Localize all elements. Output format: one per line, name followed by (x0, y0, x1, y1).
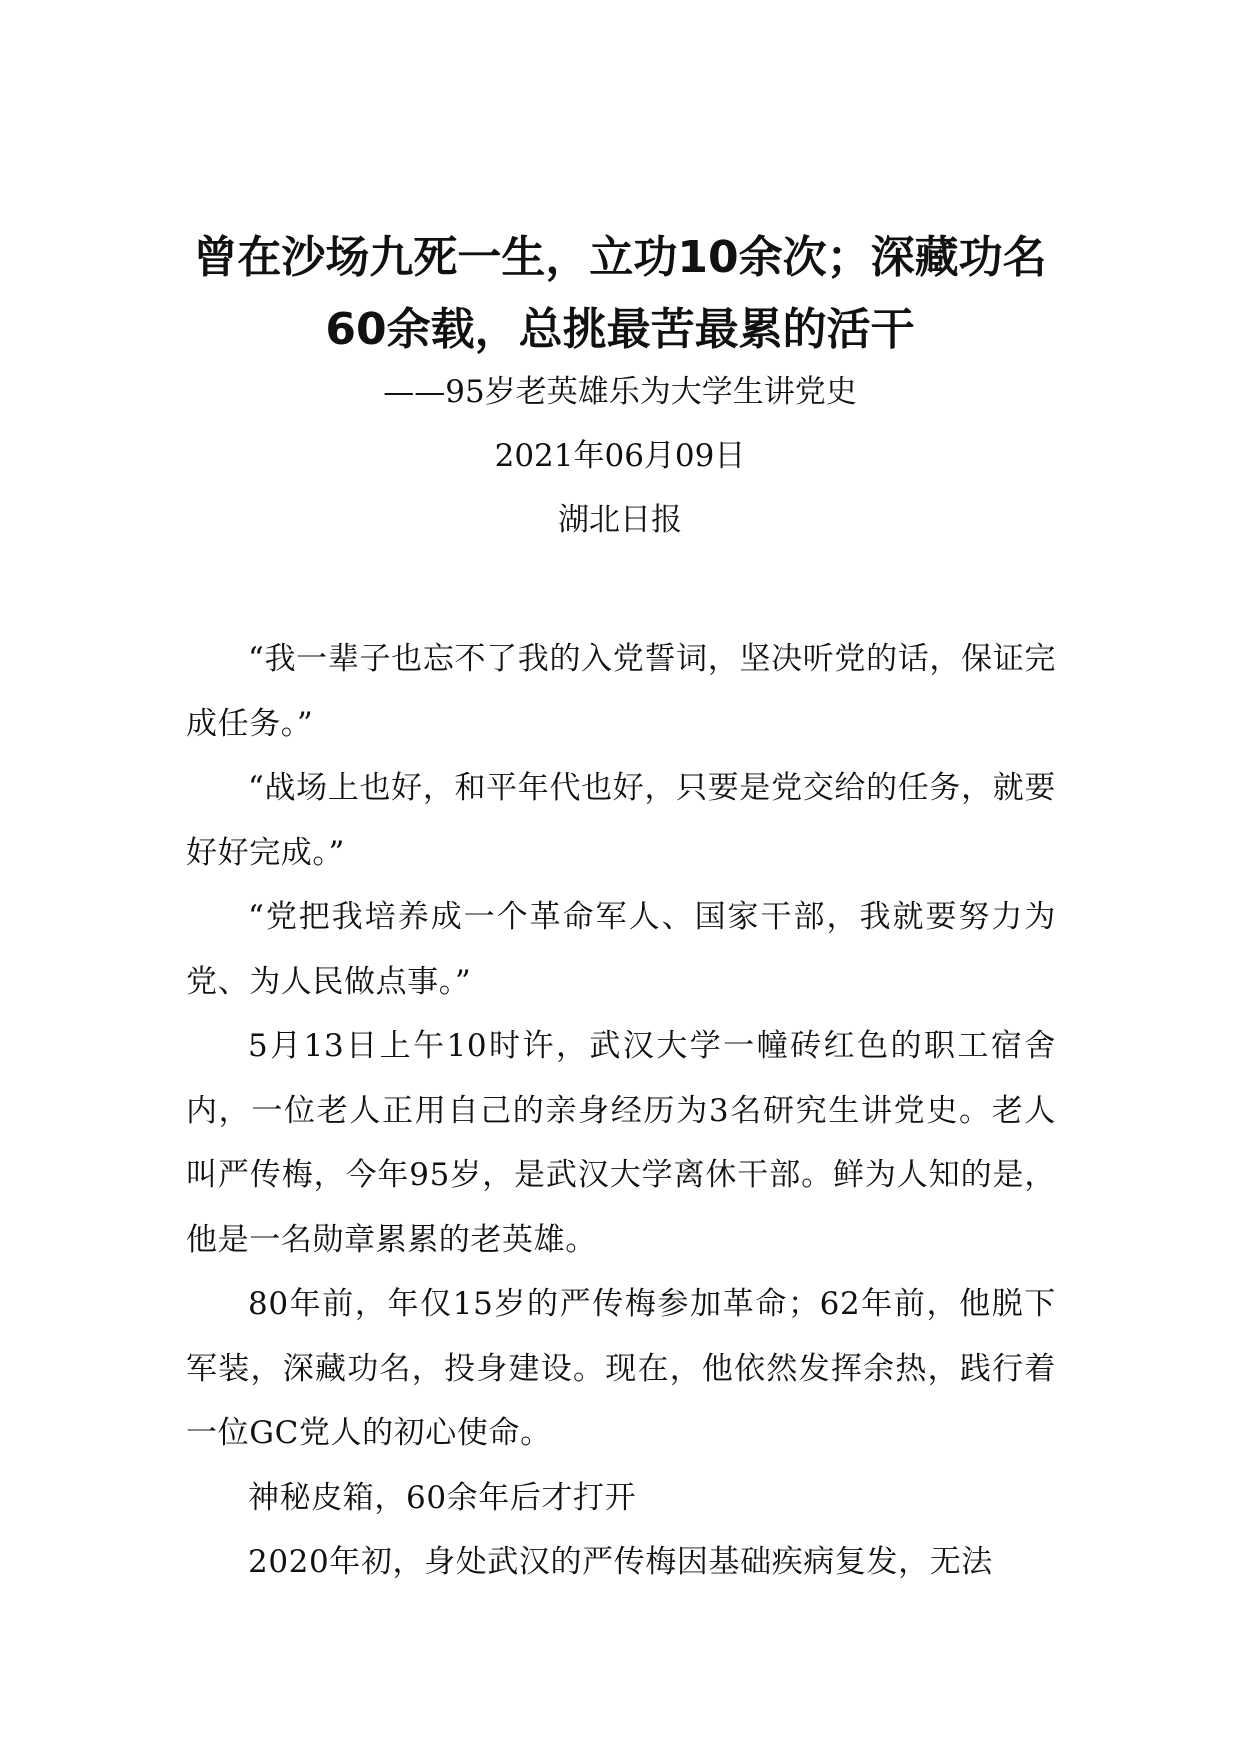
paragraph: “党把我培养成一个革命军人、国家干部，我就要努力为党、为人民做点事。” (186, 899, 1056, 1000)
paragraph: 80年前，年仅15岁的严传梅参加革命；62年前，他脱下军装，深藏功名，投身建设。现在，他依然发挥余热，践行着一位GC党人的初心使命。 (186, 1286, 1056, 1451)
article-subtitle: ——95岁老英雄乐为大学生讲党史 (383, 374, 857, 410)
publish-date: 2021年06月09日 (494, 438, 746, 474)
publication-source: 湖北日报 (558, 502, 682, 538)
section-heading: 神秘皮箱，60余年后才打开 (248, 1479, 637, 1516)
article-title: 曾在沙场九死一生，立功10余次；深藏功名60余载，总挑最苦最累的活干 (193, 232, 1047, 355)
paragraph: 2020年初，身处武汉的严传梅因基础疾病复发，无法 (248, 1544, 993, 1580)
paragraph: “我一辈子也忘不了我的入党誓词，坚决听党的话，保证完成任务。” (186, 641, 1056, 742)
article-body (186, 627, 1056, 1595)
paragraph: “战场上也好，和平年代也好，只要是党交给的任务，就要好好完成。” (186, 770, 1056, 871)
paragraph: 5月13日上午10时许，武汉大学一幢砖红色的职工宿舍内，一位老人正用自己的亲身经历为3名研究生讲党史。老人叫严传梅，今年95岁，是武汉大学离休干部。鲜为人知的是，他是一名勋章累累的老英雄。 (186, 1028, 1056, 1258)
